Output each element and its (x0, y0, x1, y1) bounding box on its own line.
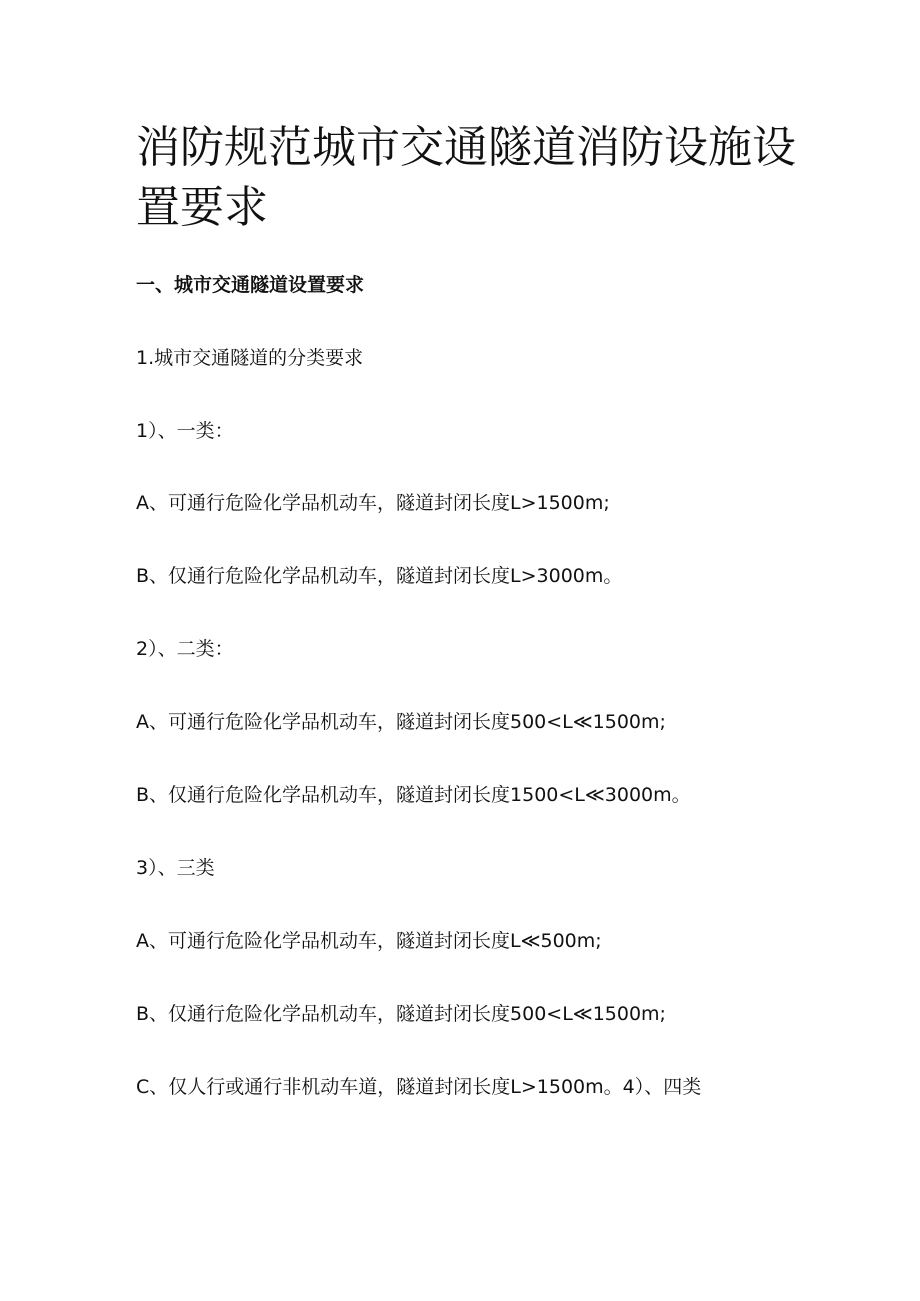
category-1-item-b: B、仅通行危险化学品机动车，隧道封闭长度L>3000m。 (136, 565, 623, 587)
category-3-heading: 3）、三类 (136, 857, 215, 879)
document-title: 消防规范城市交通隧道消防设施设置要求 (136, 122, 796, 233)
category-2-item-a: A、可通行危险化学品机动车，隧道封闭长度500<L≪1500m; (136, 711, 666, 733)
category-1-heading: 1）、一类： (136, 420, 234, 442)
category-2-heading: 2）、二类： (136, 638, 234, 660)
category-2-item-b: B、仅通行危险化学品机动车，隧道封闭长度1500<L≪3000m。 (136, 784, 691, 806)
category-3-item-c: C、仅人行或通行非机动车道，隧道封闭长度L>1500m。4）、四类 (136, 1076, 702, 1098)
section-heading: 一、城市交通隧道设置要求 (136, 274, 365, 296)
subsection-heading: 1.城市交通隧道的分类要求 (136, 347, 364, 369)
category-3-item-b: B、仅通行危险化学品机动车，隧道封闭长度500<L≪1500m; (136, 1003, 666, 1025)
category-1-item-a: A、可通行危险化学品机动车，隧道封闭长度L>1500m; (136, 492, 610, 514)
category-3-item-a: A、可通行危险化学品机动车，隧道封闭长度L≪500m; (136, 930, 602, 952)
